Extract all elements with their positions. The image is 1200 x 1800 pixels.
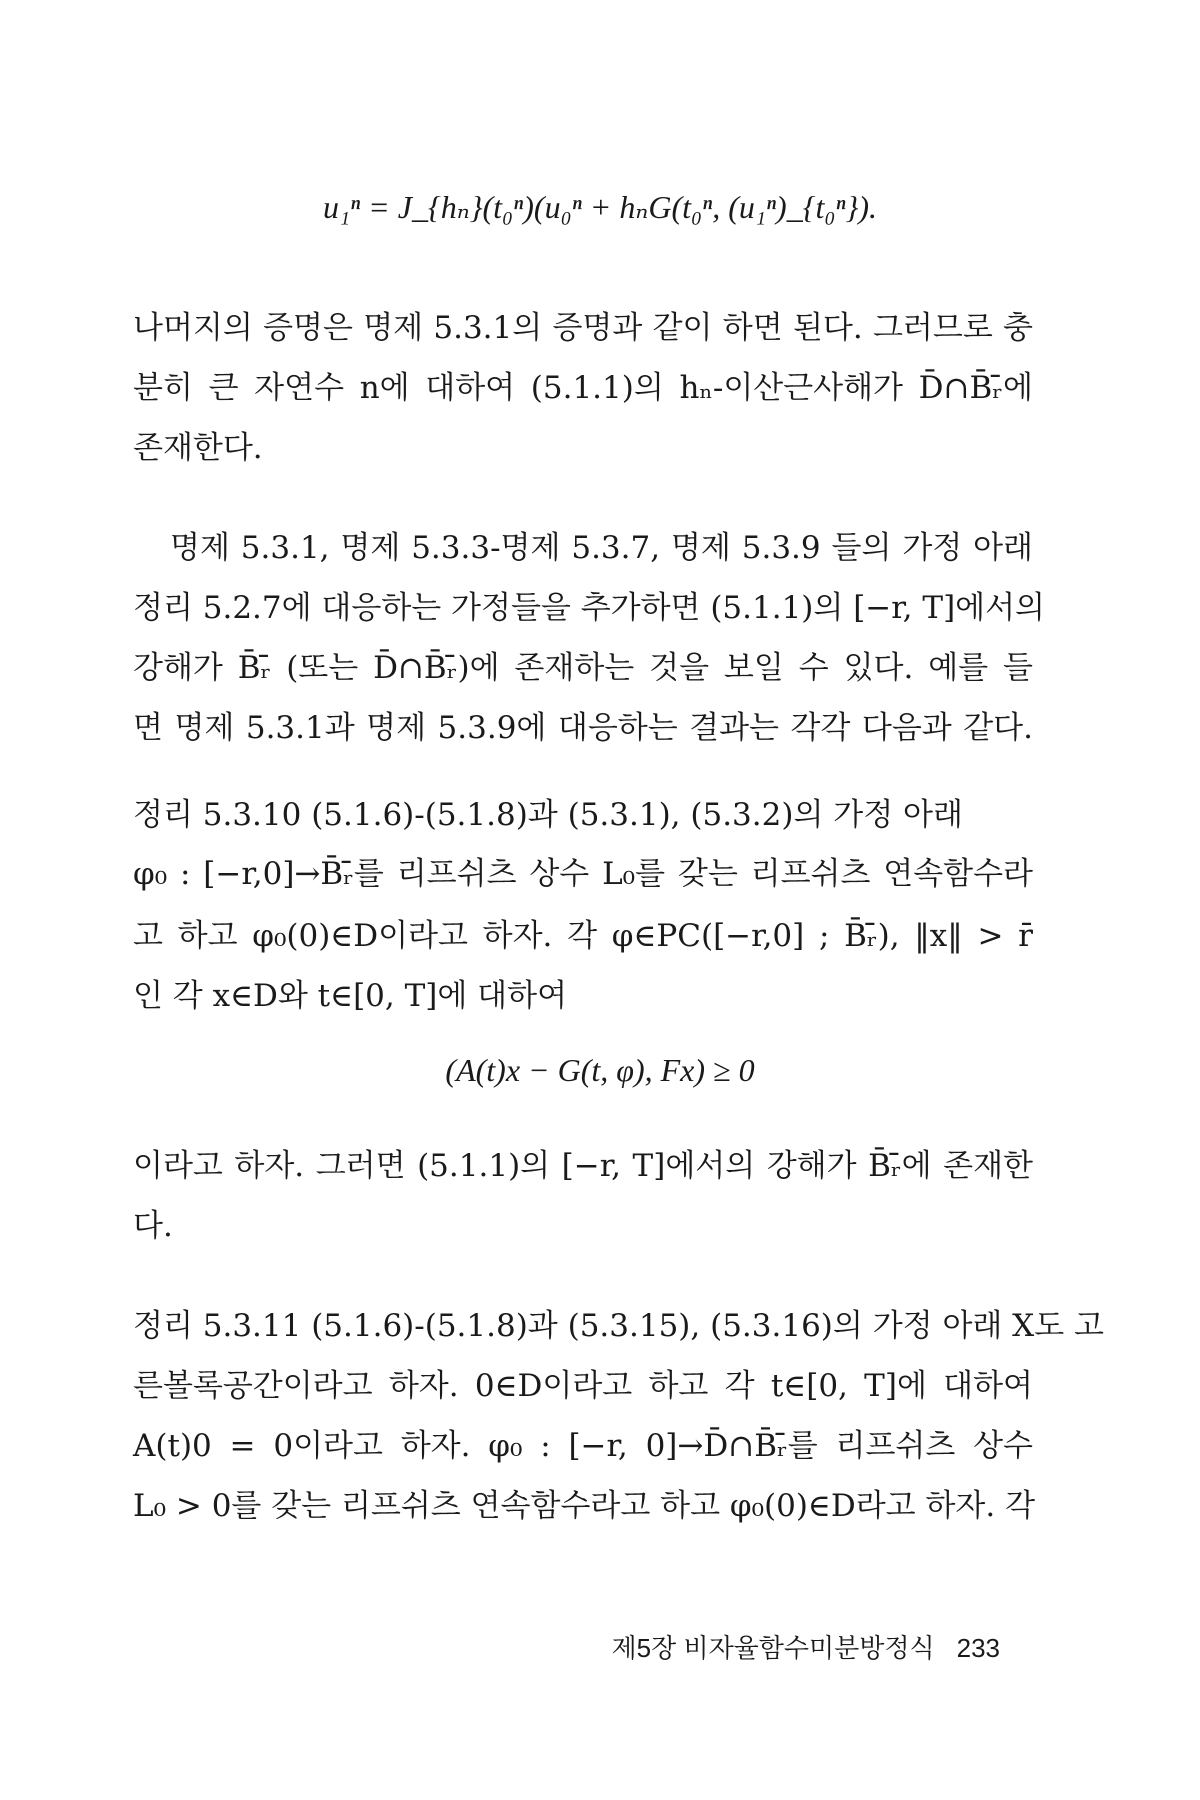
theorem-5-3-11-line2: 른볼록공간이라고 하자. 0∈D이라고 하고 각 t∈[0, T]에 대하여 [133,1368,1033,1404]
para2-line3: 강해가 B̄ᵣ̄ (또는 D̄∩B̄ᵣ̄)에 존재하는 것을 보일 수 있다. 예를 들 [133,650,1033,686]
theorem-5-3-10-line4: 인 각 x∈D와 t∈[0, T]에 대하여 [133,978,568,1014]
theorem-5-3-11-line4: L₀ > 0를 갖는 리프쉬츠 연속함수라고 하고 φ₀(0)∈D라고 하자. 각 [133,1488,1036,1524]
theorem-5-3-10-line3: 고 하고 φ₀(0)∈D이라고 하자. 각 φ∈PC([−r,0] ; B̄ᵣ̄), ‖x‖ > r̄ [133,918,1033,954]
para2-line1: 명제 5.3.1, 명제 5.3.3-명제 5.3.7, 명제 5.3.9 들의 가정 아래 [170,530,1033,566]
theorem-5-3-10-heading: 정리 5.3.10 (5.1.6)-(5.1.8)과 (5.3.1), (5.3.2)의 가정 아래 [133,797,963,833]
footer-chapter-title: 제5장 비자율함수미분방정식 [611,1633,935,1663]
top-equation: u₁ⁿ = J_{hₙ}(t₀ⁿ)(u₀ⁿ + hₙG(t₀ⁿ, (u₁ⁿ)_{t₀ⁿ}). [322,189,878,225]
page-number: 233 [956,1633,1000,1663]
theorem-5-3-10-end-line1: 이라고 하자. 그러면 (5.1.1)의 [−r, T]에서의 강해가 B̄ᵣ̄에 존재한 [133,1148,1033,1184]
theorem-5-3-10-end-line2: 다. [133,1208,173,1244]
theorem-5-3-10-line2: φ₀ : [−r,0]→B̄ᵣ̄를 리프쉬츠 상수 L₀를 갖는 리프쉬츠 연속함수라 [133,856,1033,892]
theorem-5-3-11-line3: A(t)0 = 0이라고 하자. φ₀ : [−r, 0]→D̄∩B̄ᵣ̄를 리프쉬츠 상수 [133,1428,1033,1464]
theorem-5-3-11-heading: 정리 5.3.11 (5.1.6)-(5.1.8)과 (5.3.15), (5.3.16)의 가정 아래 X도 고 [133,1308,1104,1344]
theorem-5-3-10-equation: (A(t)x − G(t, φ), Fx) ≥ 0 [445,1052,755,1088]
para1-line3: 존재한다. [133,430,263,466]
para2-line4: 면 명제 5.3.1과 명제 5.3.9에 대응하는 결과는 각각 다음과 같다. [133,710,1033,746]
para1-line2: 분히 큰 자연수 n에 대하여 (5.1.1)의 hₙ-이산근사해가 D̄∩B̄ᵣ̄에 [133,370,1033,406]
page-footer [600,1628,1000,1665]
para1-line1: 나머지의 증명은 명제 5.3.1의 증명과 같이 하면 된다. 그러므로 충 [133,310,1033,346]
para2-line2: 정리 5.2.7에 대응하는 가정들을 추가하면 (5.1.1)의 [−r, T]에서의 [133,590,1046,626]
